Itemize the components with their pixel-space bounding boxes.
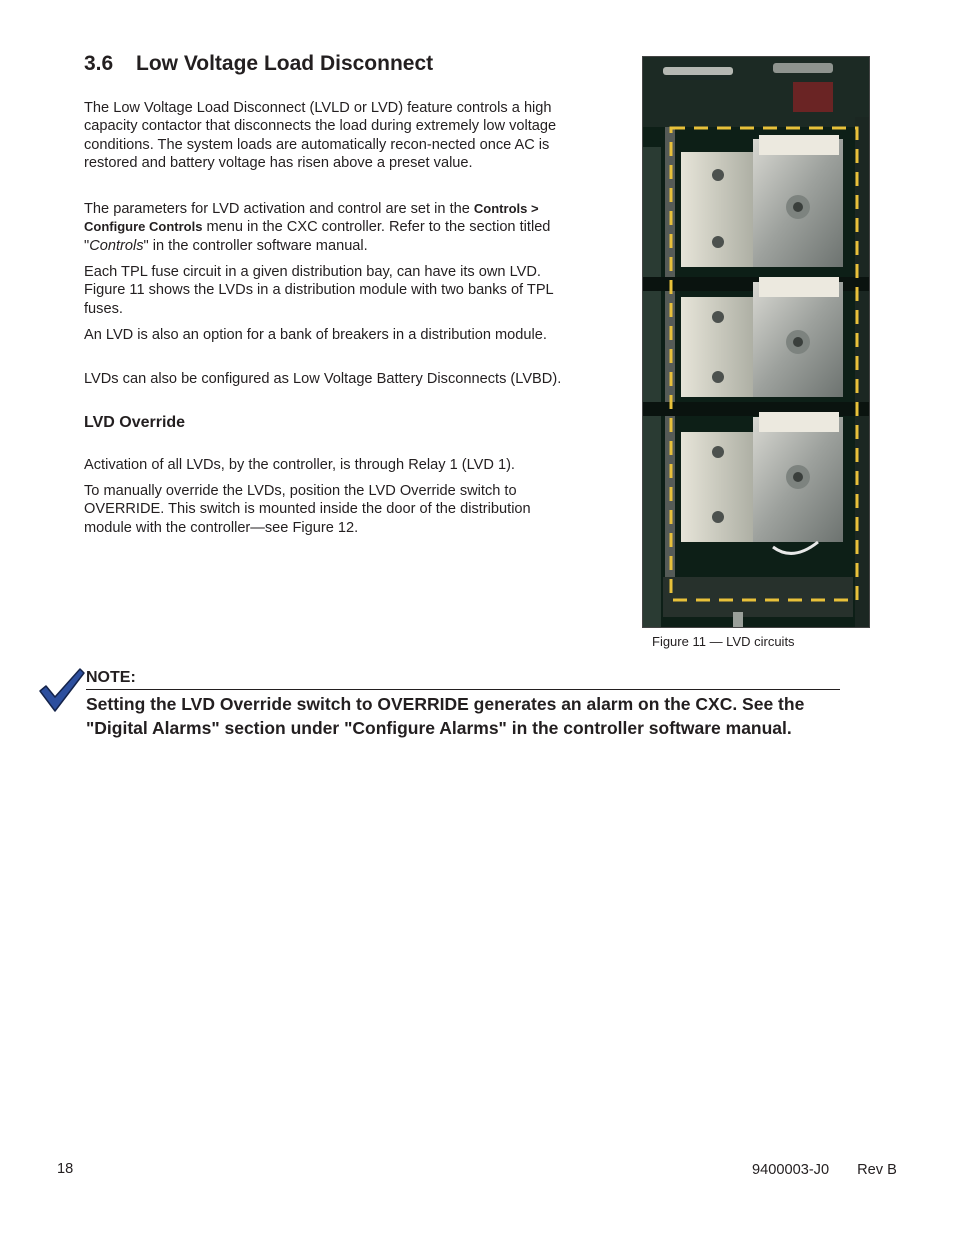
section-title xyxy=(84,52,433,76)
figure-photo-lvd-circuits xyxy=(642,56,870,628)
note-label: NOTE: xyxy=(86,669,136,686)
document-id xyxy=(752,1162,897,1178)
menu-path: Controls > Configure Controls xyxy=(84,200,539,235)
note-divider xyxy=(86,689,840,690)
paragraph-tpl-fuse: Each TPL fuse circuit in a given distribution bay, can have its own LVD. Figure 11 shows the LVDs in a distribution module with two banks of TPL fuses. xyxy=(84,263,554,317)
paragraph-breakers: An LVD is also an option for a bank of breakers in a distribution module. xyxy=(84,326,547,343)
paragraph-text: " in the controller software manual. xyxy=(143,237,368,254)
section-number: 3.6 xyxy=(84,52,114,75)
paragraph-relay: Activation of all LVDs, by the controller, is through Relay 1 (LVD 1). xyxy=(84,456,515,473)
section-title-text: Low Voltage Load Disconnect xyxy=(136,52,434,75)
revision: Rev B xyxy=(857,1162,897,1178)
paragraph-text: menu in the CXC controller. Refer to the section titled " xyxy=(84,219,551,254)
document-number: 9400003-J0 xyxy=(752,1162,830,1178)
paragraph-text: The parameters for LVD activation and control are set in the xyxy=(84,200,474,217)
note-text: Setting the LVD Override switch to OVERRIDE generates an alarm on the CXC. See the "Digital Alarms" section under "Configure Alarms" in the controller software manual. xyxy=(86,694,805,738)
paragraph-lvd-intro: The Low Voltage Load Disconnect (LVLD or LVD) feature controls a high capacity contactor that disconnects the load during extremely low voltage conditions. The system loads are automatically recon-nected once AC is restored and battery voltage has risen above a preset value. xyxy=(84,99,557,172)
paragraph-lvbd: LVDs can also be configured as Low Voltage Battery Disconnects (LVBD). xyxy=(84,370,562,387)
paragraph-lvd-parameters xyxy=(84,200,566,256)
paragraph-override: To manually override the LVDs, position the LVD Override switch to OVERRIDE. This switch is mounted inside the door of the distribution module with the controller—see Figure 12. xyxy=(84,482,531,536)
subsection-title: LVD Override xyxy=(84,414,186,431)
section-reference: Controls xyxy=(89,237,144,254)
figure-caption: Figure 11 — LVD circuits xyxy=(652,634,795,649)
page-number: 18 xyxy=(57,1161,74,1177)
contactor-1 xyxy=(681,135,843,267)
checkmark-icon xyxy=(38,667,86,713)
lvd-photo-illustration xyxy=(643,57,870,628)
